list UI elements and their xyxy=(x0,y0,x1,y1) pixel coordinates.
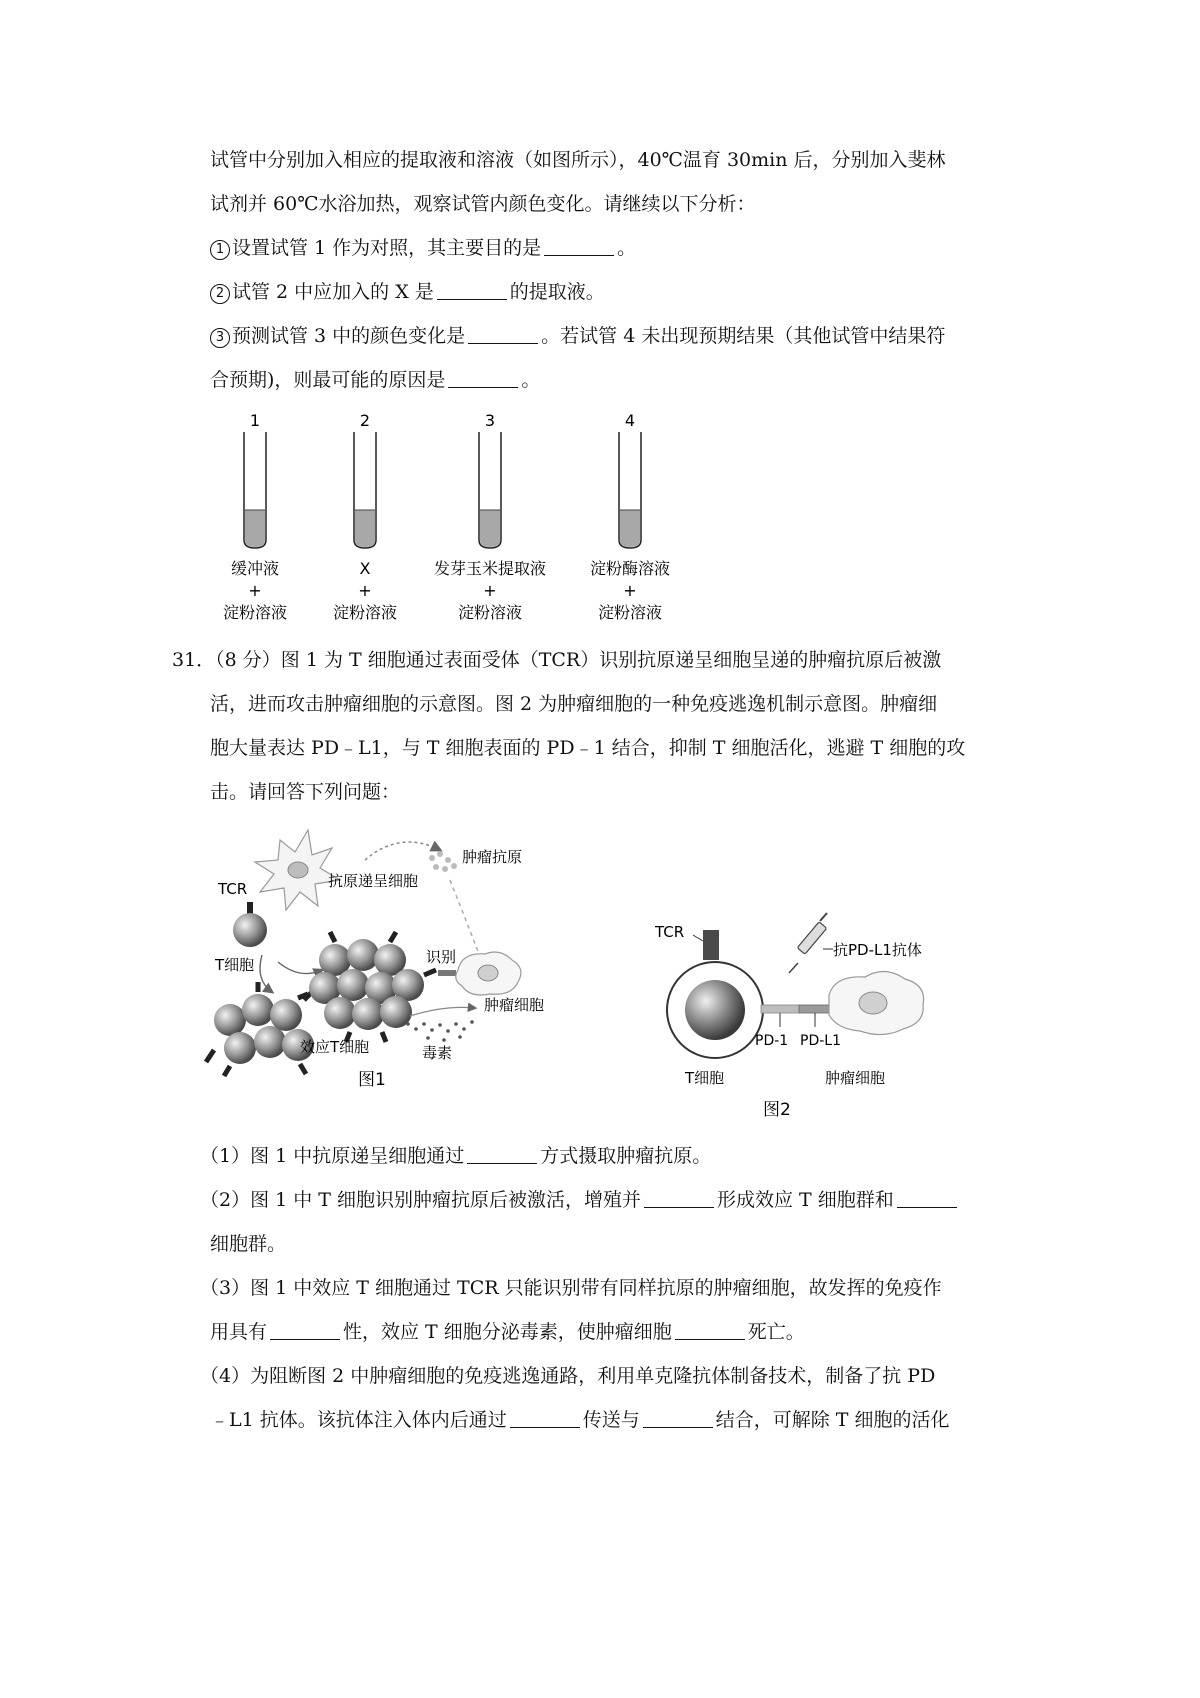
answer-blank[interactable] xyxy=(643,1409,713,1428)
t-cell-label-fig2: T细胞 xyxy=(685,1069,725,1087)
answer-blank[interactable] xyxy=(270,1321,340,1340)
answer-3-line-2: 用具有 性，效应 T 细胞分泌毒素，使肿瘤细胞 死亡。 xyxy=(210,1321,805,1343)
figure-2 xyxy=(655,905,985,1120)
intro-line-1: 试管中分别加入相应的提取液和溶液（如图所示），40℃温育 30min 后，分别加入斐林 xyxy=(210,149,946,171)
test-tube-4 xyxy=(590,411,670,622)
tube-number: 4 xyxy=(624,411,636,430)
pd1-label: PD-1 xyxy=(755,1033,789,1049)
answer-3-line-1: （3）图 1 中效应 T 细胞通过 TCR 只能识别带有同样抗原的肿瘤细胞，故发挥的免疫作 xyxy=(200,1277,942,1299)
t-cell-fig2 xyxy=(667,962,763,1058)
answer-blank[interactable] xyxy=(897,1189,957,1208)
figure-2-caption: 图2 xyxy=(763,1100,791,1120)
syringe-icon xyxy=(789,913,827,973)
test-tube-2 xyxy=(333,411,397,622)
tumor-cell-fig1 xyxy=(456,952,521,995)
answer-blank[interactable] xyxy=(448,369,518,388)
figure-1-caption: 图1 xyxy=(358,1070,386,1090)
q31-line-1: 31．（8 分）图 1 为 T 细胞通过表面受体（TCR）识别抗原递呈细胞呈递的肿瘤抗原后被激 xyxy=(172,649,942,671)
tumor-antigen-label: 肿瘤抗原 xyxy=(462,848,523,866)
sub-question-2: 2 试管 2 中应加入的 X 是 的提取液。 xyxy=(210,280,1030,304)
tube-label-plus: + xyxy=(623,581,637,600)
tube-label-bottom: 淀粉溶液 xyxy=(597,603,663,622)
tube-label-bottom: 淀粉溶液 xyxy=(332,603,398,622)
antigen-presenting-cell xyxy=(255,830,340,910)
tube-number: 3 xyxy=(484,411,496,430)
sub-question-1: 1 设置试管 1 作为对照，其主要目的是 。 xyxy=(210,236,1030,260)
effector-t-label: 效应T细胞 xyxy=(300,1038,370,1056)
pdl1-ligand xyxy=(799,1005,829,1013)
tcr-label-fig1: TCR xyxy=(218,880,248,898)
pdl1-label: PD-L1 xyxy=(800,1033,841,1049)
tube-label-top: 淀粉酶溶液 xyxy=(589,559,671,578)
tcr-label-fig2: TCR xyxy=(655,923,685,941)
tube-label-bottom: 淀粉溶液 xyxy=(457,603,523,622)
answer-1: （1）图 1 中抗原递呈细胞通过 方式摄取肿瘤抗原。 xyxy=(200,1145,712,1167)
answer-4-line-2: ﹣L1 抗体。该抗体注入体内后通过 传送与 结合，可解除 T 细胞的活化 xyxy=(210,1409,950,1431)
sub-question-3-cont: 合预期)，则最可能的原因是 。 xyxy=(210,369,541,391)
q31-line-4: 击。请回答下列问题： xyxy=(210,781,401,803)
tumor-cell-label-fig2: 肿瘤细胞 xyxy=(825,1069,886,1087)
circled-number: 1 xyxy=(210,240,230,260)
tcr-receptor-fig2 xyxy=(703,930,719,960)
test-tube-3 xyxy=(434,411,546,622)
answer-blank[interactable] xyxy=(510,1409,580,1428)
t-cell-label-fig1: T细胞 xyxy=(215,956,255,974)
tube-label-plus: + xyxy=(358,581,372,600)
answer-4-line-1: （4）为阻断图 2 中肿瘤细胞的免疫逃逸通路，利用单克隆抗体制备技术，制备了抗 PD xyxy=(200,1365,936,1387)
recognition-link xyxy=(438,970,456,976)
answer-blank[interactable] xyxy=(437,281,507,300)
answer-blank[interactable] xyxy=(675,1321,745,1340)
effector-t-cell-cluster xyxy=(298,932,436,1042)
t-cell xyxy=(233,913,267,947)
toxin-particles xyxy=(406,1020,474,1042)
sub-question-3: 3 预测试管 3 中的颜色变化是 。若试管 4 未出现预期结果（其他试管中结果符 xyxy=(210,324,1030,348)
intro-line-2: 试剂并 60℃水浴加热，观察试管内颜色变化。请继续以下分析： xyxy=(210,193,756,215)
tube-label-bottom: 淀粉溶液 xyxy=(222,603,288,622)
antibody-label: 抗PD-L1抗体 xyxy=(833,941,922,959)
tube-label-plus: + xyxy=(248,581,262,600)
test-tube-figure xyxy=(200,410,700,635)
pd1-receptor xyxy=(761,1005,799,1013)
q31-line-3: 胞大量表达 PD﹣L1，与 T 细胞表面的 PD﹣1 结合，抑制 T 细胞活化，逃避 T 细胞的攻 xyxy=(210,737,966,759)
circled-number: 3 xyxy=(210,328,230,348)
tumor-cell-label-fig1: 肿瘤细胞 xyxy=(484,996,545,1014)
answer-blank[interactable] xyxy=(468,325,538,344)
answer-2: （2）图 1 中 T 细胞识别肿瘤抗原后被激活，增殖并 形成效应 T 细胞群和 xyxy=(200,1188,1020,1212)
tumor-cell-fig2 xyxy=(829,971,924,1034)
tube-label-top: 发芽玉米提取液 xyxy=(433,559,547,578)
toxin-label: 毒素 xyxy=(422,1044,453,1062)
answer-blank[interactable] xyxy=(544,237,614,256)
tube-label-top: 缓冲液 xyxy=(230,559,280,578)
circled-number: 2 xyxy=(210,284,230,304)
tube-number: 1 xyxy=(249,411,261,430)
apc-label: 抗原递呈细胞 xyxy=(328,872,419,890)
answer-blank[interactable] xyxy=(467,1145,537,1164)
tube-number: 2 xyxy=(359,411,371,430)
recognize-label: 识别 xyxy=(426,948,457,966)
answer-blank[interactable] xyxy=(644,1189,714,1208)
tube-label-plus: + xyxy=(483,581,497,600)
antigen-particles xyxy=(429,851,457,872)
figure-1 xyxy=(200,810,620,1100)
tube-label-top: X xyxy=(359,559,371,578)
test-tube-1 xyxy=(223,411,287,622)
answer-2-cont: 细胞群。 xyxy=(210,1233,287,1255)
q31-line-2: 活，进而攻击肿瘤细胞的示意图。图 2 为肿瘤细胞的一种免疫逃逸机制示意图。肿瘤细 xyxy=(210,693,938,715)
